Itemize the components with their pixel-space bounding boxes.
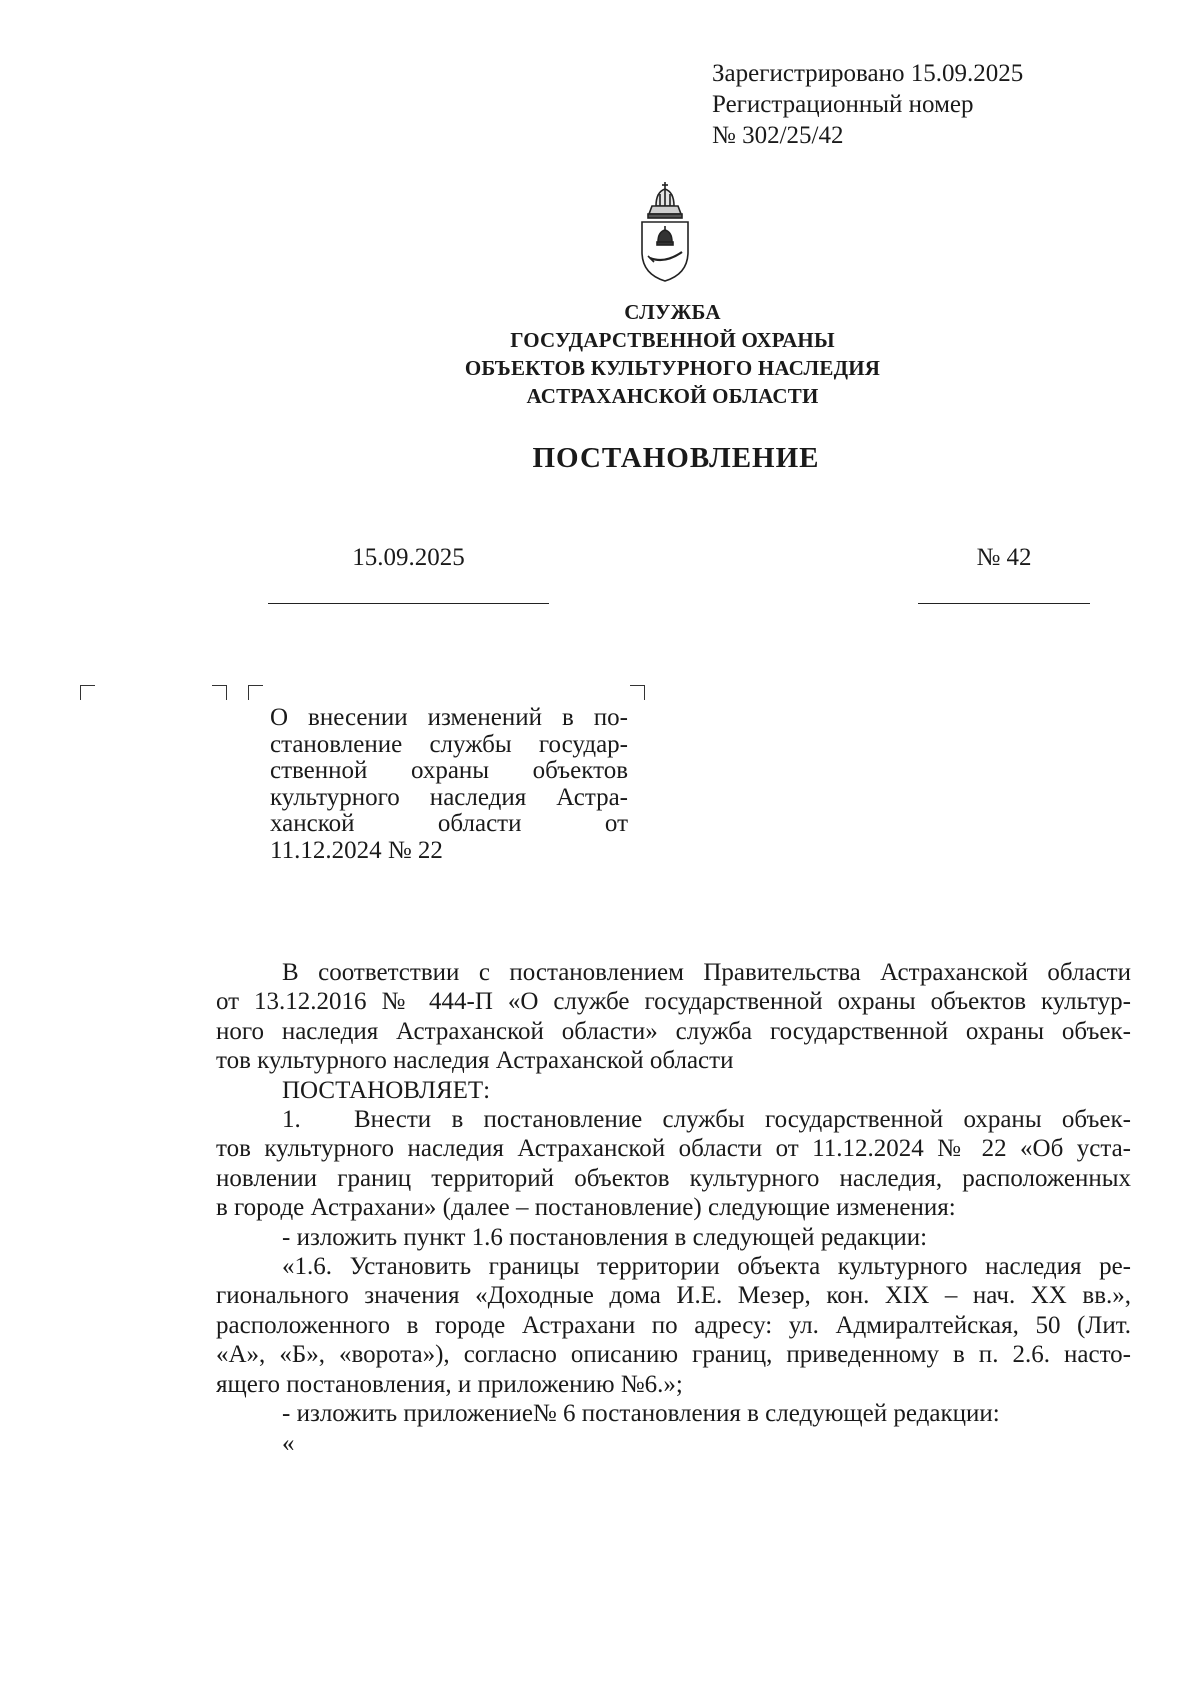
corner-mark [212, 685, 227, 700]
body-line: от 13.12.2016 № 444-П «О службе государственной охраны объектов культур- [216, 988, 1131, 1016]
item-1 [216, 1105, 1131, 1134]
registration-number: № 302/25/42 [712, 122, 844, 149]
document-number: № 42 [976, 544, 1032, 571]
subject-line: культурного наследия Астра- [270, 783, 628, 811]
document-title: ПОСТАНОВЛЕНИЕ [532, 442, 820, 474]
change-1: - изложить пункт 1.6 постановления в следующей редакции: [282, 1223, 928, 1251]
subject-line: ственной охраны объектов [270, 757, 628, 784]
document-subject [270, 705, 628, 864]
body-line: Внести в постановление службы государственной охраны объек- [354, 1106, 1131, 1134]
agency-line-3: ОБЪЕКТОВ КУЛЬТУРНОГО НАСЛЕДИЯ [464, 356, 881, 380]
agency-line-4: АСТРАХАНСКОЙ ОБЛАСТИ [526, 384, 819, 408]
quote-line: «А», «Б», «ворота»), согласно описанию границ, приведенному в п. 2.6. насто- [216, 1341, 1131, 1369]
agency-line-1: СЛУЖБА [624, 300, 721, 324]
body-line: новлении границ территорий объектов культурного наследия, расположенных [216, 1164, 1131, 1192]
agency-name [0, 298, 1200, 410]
quote-line: «1.6. Установить границы территории объекта культурного наследия ре- [282, 1253, 1131, 1281]
subject-line: 11.12.2024 № 22 [270, 836, 443, 864]
resolves-heading: ПОСТАНОВЛЯЕТ: [282, 1076, 491, 1104]
agency-line-2: ГОСУДАРСТВЕННОЙ ОХРАНЫ [510, 328, 835, 352]
quote-line: гионального значения «Доходные дома И.Е. Мезер, кон. XIX – нач. XX вв.», [216, 1282, 1131, 1310]
change-2: - изложить приложение№ 6 постановления в следующей редакции: [282, 1400, 1000, 1428]
document-date: 15.09.2025 [352, 544, 465, 571]
open-quote: « [282, 1429, 295, 1457]
subject-line: ханской области от [270, 810, 628, 837]
registration-date: Зарегистрировано 15.09.2025 [712, 60, 1024, 87]
registration-label: Регистрационный номер [712, 91, 974, 118]
body-line: ного наследия Астраханской области» служба государственной охраны объек- [216, 1017, 1131, 1045]
corner-mark [248, 685, 263, 700]
document-body [216, 958, 1131, 1458]
coat-of-arms-icon [636, 180, 694, 284]
number-underline [918, 603, 1090, 604]
corner-mark [80, 685, 95, 700]
registration-block [712, 58, 1023, 151]
subject-line: становление службы государ- [270, 730, 628, 758]
corner-mark [630, 685, 645, 700]
subject-line: О внесении изменений в по- [270, 704, 628, 731]
body-line: тов культурного наследия Астраханской области от 11.12.2024 № 22 «Об уста- [216, 1135, 1131, 1163]
quote-line: ящего постановления, и приложению №6.»; [216, 1370, 683, 1398]
date-underline [268, 603, 549, 604]
body-line: тов культурного наследия Астраханской области [216, 1047, 734, 1075]
item-1-number: 1. [282, 1106, 301, 1134]
body-line: в городе Астрахани» (далее – постановление) следующие изменения: [216, 1194, 956, 1222]
body-line: В соответствии с постановлением Правительства Астраханской области [282, 959, 1131, 986]
quote-line: расположенного в городе Астрахани по адресу: ул. Адмиралтейская, 50 (Лит. [216, 1311, 1131, 1339]
